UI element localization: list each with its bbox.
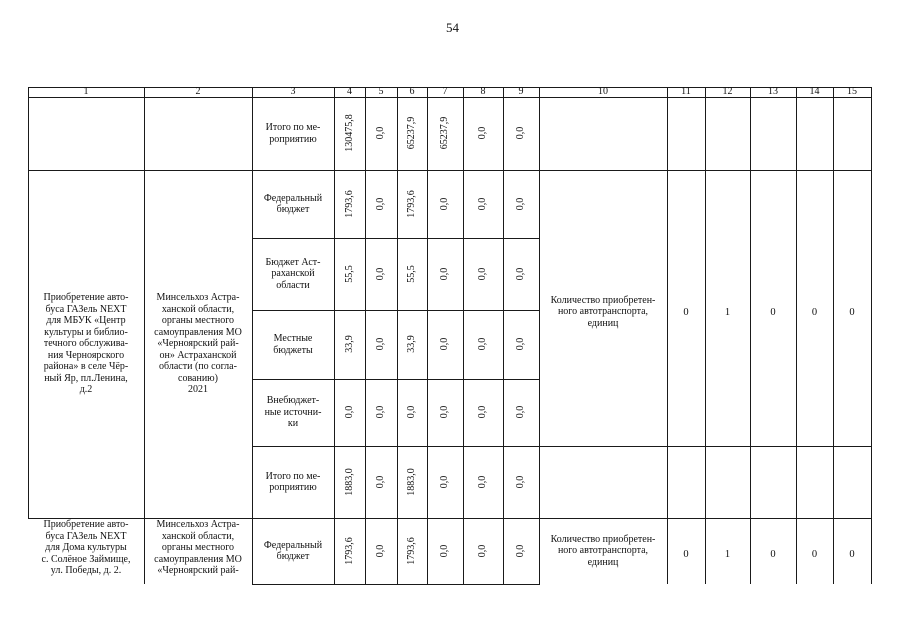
budget-value: 0,0 (439, 475, 450, 489)
header-cell-13: 13 (768, 86, 778, 97)
budget-value: 0,0 (406, 405, 417, 419)
column-line-5 (397, 87, 398, 584)
budget-value: 33,9 (406, 335, 417, 353)
header-cell-9: 9 (518, 86, 524, 97)
budget-value: 0,0 (439, 197, 450, 211)
row-label: Итого по ме- роприятию (265, 122, 321, 145)
budget-value: 0,0 (515, 337, 526, 351)
block2-indicator: Количество приобретен- ного автотранспорта, единиц (550, 533, 656, 568)
budget-value: 1793,6 (343, 537, 355, 565)
column-line-6 (427, 87, 428, 584)
budget-value: 130475,8 (343, 114, 355, 152)
header-cell-15: 15 (847, 86, 857, 97)
budget-value: 0,0 (515, 267, 526, 281)
row-label: Местные бюджеты (273, 333, 313, 356)
budget-value: 0,0 (375, 126, 386, 140)
block1-indicator: Количество приобретен- ного автотранспорта, единиц (550, 294, 656, 329)
budget-value: 0,0 (515, 405, 526, 419)
column-line-14 (833, 87, 834, 584)
budget-value: 0,0 (375, 405, 386, 419)
budget-value: 65237,9 (439, 116, 450, 150)
header-cell-3: 3 (290, 86, 296, 97)
header-cell-2: 2 (195, 86, 201, 97)
budget-value: 55,5 (406, 265, 417, 283)
budget-value: 1793,6 (406, 190, 417, 218)
budget-value: 33,9 (343, 335, 355, 353)
block2-executor: Минсельхоз Астра- ханской области, органы местного самоуправления МО «Черноярский рай- (154, 519, 242, 576)
budget-value: 0,0 (439, 544, 450, 558)
budget-value: 0,0 (439, 337, 450, 351)
budget-value: 0,0 (477, 337, 488, 351)
block2-indicator-value: 0 (683, 549, 689, 560)
budget-value: 1883,0 (343, 468, 355, 496)
header-cell-6: 6 (409, 86, 415, 97)
budget-value: 0,0 (515, 544, 526, 558)
block1-indicator-value: 0 (849, 307, 855, 318)
budget-value: 0,0 (477, 267, 488, 281)
column-line-13 (796, 87, 797, 584)
budget-value: 0,0 (375, 475, 386, 489)
block1-indicator-value: 0 (683, 307, 689, 318)
budget-value: 55,5 (343, 265, 355, 283)
row-label: Федеральный бюджет (263, 192, 323, 215)
header-cell-14: 14 (809, 86, 820, 97)
column-line-3 (334, 87, 335, 584)
header-cell-10: 10 (598, 86, 608, 97)
row-label: Внебюджет- ные источни- ки (264, 395, 322, 430)
block2-indicator-value: 0 (770, 549, 776, 560)
budget-value: 0,0 (375, 544, 386, 558)
block1-indicator-value: 0 (811, 307, 818, 318)
column-line-8 (503, 87, 504, 584)
column-line-15-bottom (871, 518, 872, 584)
header-cell-5: 5 (378, 86, 384, 97)
budget-value: 0,0 (343, 405, 355, 419)
header-cell-7: 7 (442, 86, 448, 97)
column-line-0 (28, 87, 29, 518)
block2-indicator-value: 1 (724, 549, 731, 560)
header-cell-11: 11 (681, 86, 691, 97)
column-line-15 (871, 87, 872, 518)
budget-value: 0,0 (477, 405, 488, 419)
page-number: 54 (446, 20, 459, 35)
block1-indicator-value: 1 (724, 307, 731, 318)
column-line-7 (463, 87, 464, 584)
budget-value: 0,0 (375, 267, 386, 281)
table-bottom-line (252, 584, 540, 585)
budget-value: 0,0 (477, 197, 488, 211)
budget-value: 0,0 (439, 267, 450, 281)
budget-value: 1883,0 (406, 468, 417, 496)
row-label: Бюджет Аст- раханской области (265, 256, 321, 291)
budget-value: 0,0 (375, 337, 386, 351)
block2-indicator-value: 0 (811, 549, 818, 560)
column-line-2 (252, 87, 253, 584)
row-line (539, 446, 872, 447)
budget-value: 0,0 (515, 475, 526, 489)
budget-value: 0,0 (477, 126, 488, 140)
budget-value: 0,0 (439, 405, 450, 419)
row-label: Федеральный бюджет (263, 539, 323, 562)
block1-activity: Приобретение авто- буса ГАЗель NEXT для МБУК «Центр культуры и библио- течного обслужива- ния Черноярского района» в селе Чёр- ный Яр, пл.Ленина, д.2 (43, 292, 129, 396)
header-cell-8: 8 (480, 86, 486, 97)
column-line-4 (365, 87, 366, 584)
column-line-12 (750, 87, 751, 584)
budget-value: 1793,6 (406, 537, 417, 565)
block2-indicator-value: 0 (849, 549, 855, 560)
budget-value: 0,0 (515, 197, 526, 211)
header-cell-1: 1 (83, 86, 89, 97)
block1-executor: Минсельхоз Астра- ханской области, органы местного самоуправления МО «Черноярский рай- он» Астраханской области (по согла- сованию) 2021 (154, 292, 242, 396)
budget-value: 0,0 (515, 126, 526, 140)
block1-indicator-value: 0 (770, 307, 776, 318)
budget-value: 65237,9 (406, 116, 417, 150)
budget-value: 0,0 (477, 544, 488, 558)
header-cell-12: 12 (722, 86, 733, 97)
column-line-10 (667, 87, 668, 584)
budget-value: 1793,6 (343, 190, 355, 218)
budget-value: 0,0 (375, 197, 386, 211)
block2-activity: Приобретение авто- буса ГАЗель NEXT для Дома культуры с. Солёное Займище, ул. Победы, д. 2. (41, 519, 131, 576)
column-line-1 (144, 87, 145, 584)
column-line-9 (539, 87, 540, 584)
budget-value: 0,0 (477, 475, 488, 489)
column-line-11 (705, 87, 706, 584)
row-line (539, 170, 872, 171)
row-label: Итого по ме- роприятию (265, 470, 321, 493)
header-cell-4: 4 (347, 86, 352, 97)
